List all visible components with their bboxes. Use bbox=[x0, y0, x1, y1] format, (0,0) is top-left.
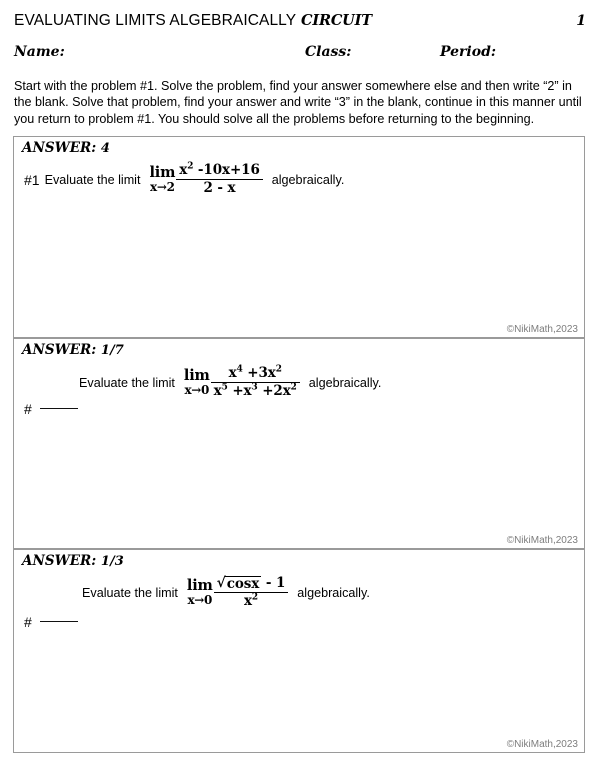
limit-operator-3 bbox=[186, 576, 213, 608]
lim-word-3: lim bbox=[186, 576, 213, 594]
period-field-label: Period: bbox=[440, 44, 497, 60]
blank-hash-marker-2: # bbox=[24, 401, 32, 417]
instructions-paragraph: Start with the problem #1. Solve the problem, find your answer somewhere else and then write “2” in the blank. Solve that problem, find your answer and write “3” in the blank, continue in this manner until you return to problem #1. You should solve all the problems before returning to the beginning. bbox=[14, 79, 582, 126]
name-field-label: Name: bbox=[14, 44, 65, 60]
limit-expression-3 bbox=[187, 576, 288, 609]
blank-hash-marker-3: # bbox=[24, 614, 32, 630]
lim-subscript-2: x→0 bbox=[184, 383, 210, 398]
problem-suffix-text-1: algebraically. bbox=[271, 172, 345, 187]
lim-word-1: lim bbox=[149, 163, 176, 181]
blank-line-3[interactable] bbox=[40, 621, 78, 622]
fraction-2 bbox=[211, 366, 300, 399]
fraction-denominator-1: 2 - x bbox=[176, 179, 263, 196]
answer-blank-2[interactable] bbox=[24, 401, 78, 417]
answer-label-2 bbox=[22, 342, 124, 358]
answer-label-1 bbox=[22, 140, 110, 156]
class-field-label: Class: bbox=[305, 44, 352, 60]
problem-suffix-text-3: algebraically. bbox=[297, 585, 370, 600]
limit-expression-1 bbox=[149, 163, 262, 196]
fraction-denominator-2: $x^5 +x^3 +2x^2$ bbox=[211, 382, 300, 399]
limit-expression-2 bbox=[184, 366, 300, 399]
page-title bbox=[14, 12, 372, 30]
problem-statement-3 bbox=[82, 576, 370, 609]
worksheet-header bbox=[14, 12, 586, 36]
answer-label-text-2: ANSWER: bbox=[22, 342, 97, 358]
fraction-numerator-2: $x^4 +3x^2$ bbox=[228, 364, 282, 381]
copyright-notice-1: ©NikiMath,2023 bbox=[506, 324, 578, 335]
answer-value-2: 1/7 bbox=[100, 343, 124, 358]
answer-value-1: 4 bbox=[100, 141, 110, 156]
blank-line-2[interactable] bbox=[40, 408, 78, 409]
lim-subscript-1: x→2 bbox=[150, 180, 175, 195]
problem-prefix-text-3: Evaluate the limit bbox=[82, 585, 178, 600]
page-title-circuit: CIRCUIT bbox=[296, 12, 372, 29]
page-number: 1 bbox=[576, 13, 586, 29]
problem-prefix-text-1: Evaluate the limit bbox=[44, 172, 141, 187]
answer-blank-3[interactable] bbox=[24, 614, 78, 630]
limit-operator-1 bbox=[149, 163, 176, 195]
student-info-row bbox=[14, 44, 586, 66]
radicand-3: cosx bbox=[226, 576, 260, 592]
fraction-1 bbox=[176, 163, 263, 196]
fraction-numerator-3: √ cosx - 1 bbox=[216, 575, 286, 592]
problem-box-2 bbox=[13, 338, 585, 549]
page-title-main: EVALUATING LIMITS ALGEBRAICALLY bbox=[14, 12, 297, 29]
radical-sign-3: √ bbox=[216, 575, 226, 591]
lim-word-2: lim bbox=[183, 366, 210, 384]
fraction-3 bbox=[214, 576, 289, 609]
answer-label-text-1: ANSWER: bbox=[22, 140, 97, 156]
problem-box-3 bbox=[13, 549, 585, 753]
copyright-notice-2: ©NikiMath,2023 bbox=[506, 535, 578, 546]
problem-statement-1 bbox=[24, 163, 344, 196]
problem-number-1: #1 bbox=[24, 171, 40, 188]
answer-value-3: 1/3 bbox=[100, 554, 124, 569]
fraction-numerator-1: $x^2$ -10x+16 bbox=[179, 161, 260, 178]
copyright-notice-3: ©NikiMath,2023 bbox=[506, 739, 578, 750]
problem-suffix-text-2: algebraically. bbox=[308, 375, 382, 390]
fraction-denominator-3: $x^2$ bbox=[214, 592, 289, 609]
answer-label-3 bbox=[22, 553, 124, 569]
answer-label-text-3: ANSWER: bbox=[22, 553, 97, 569]
problem-statement-2 bbox=[79, 366, 381, 399]
problem-box-1 bbox=[13, 136, 585, 338]
limit-operator-2 bbox=[183, 366, 210, 398]
problem-prefix-text-2: Evaluate the limit bbox=[79, 375, 175, 390]
square-root-icon bbox=[217, 576, 262, 591]
lim-subscript-3: x→0 bbox=[187, 593, 213, 608]
